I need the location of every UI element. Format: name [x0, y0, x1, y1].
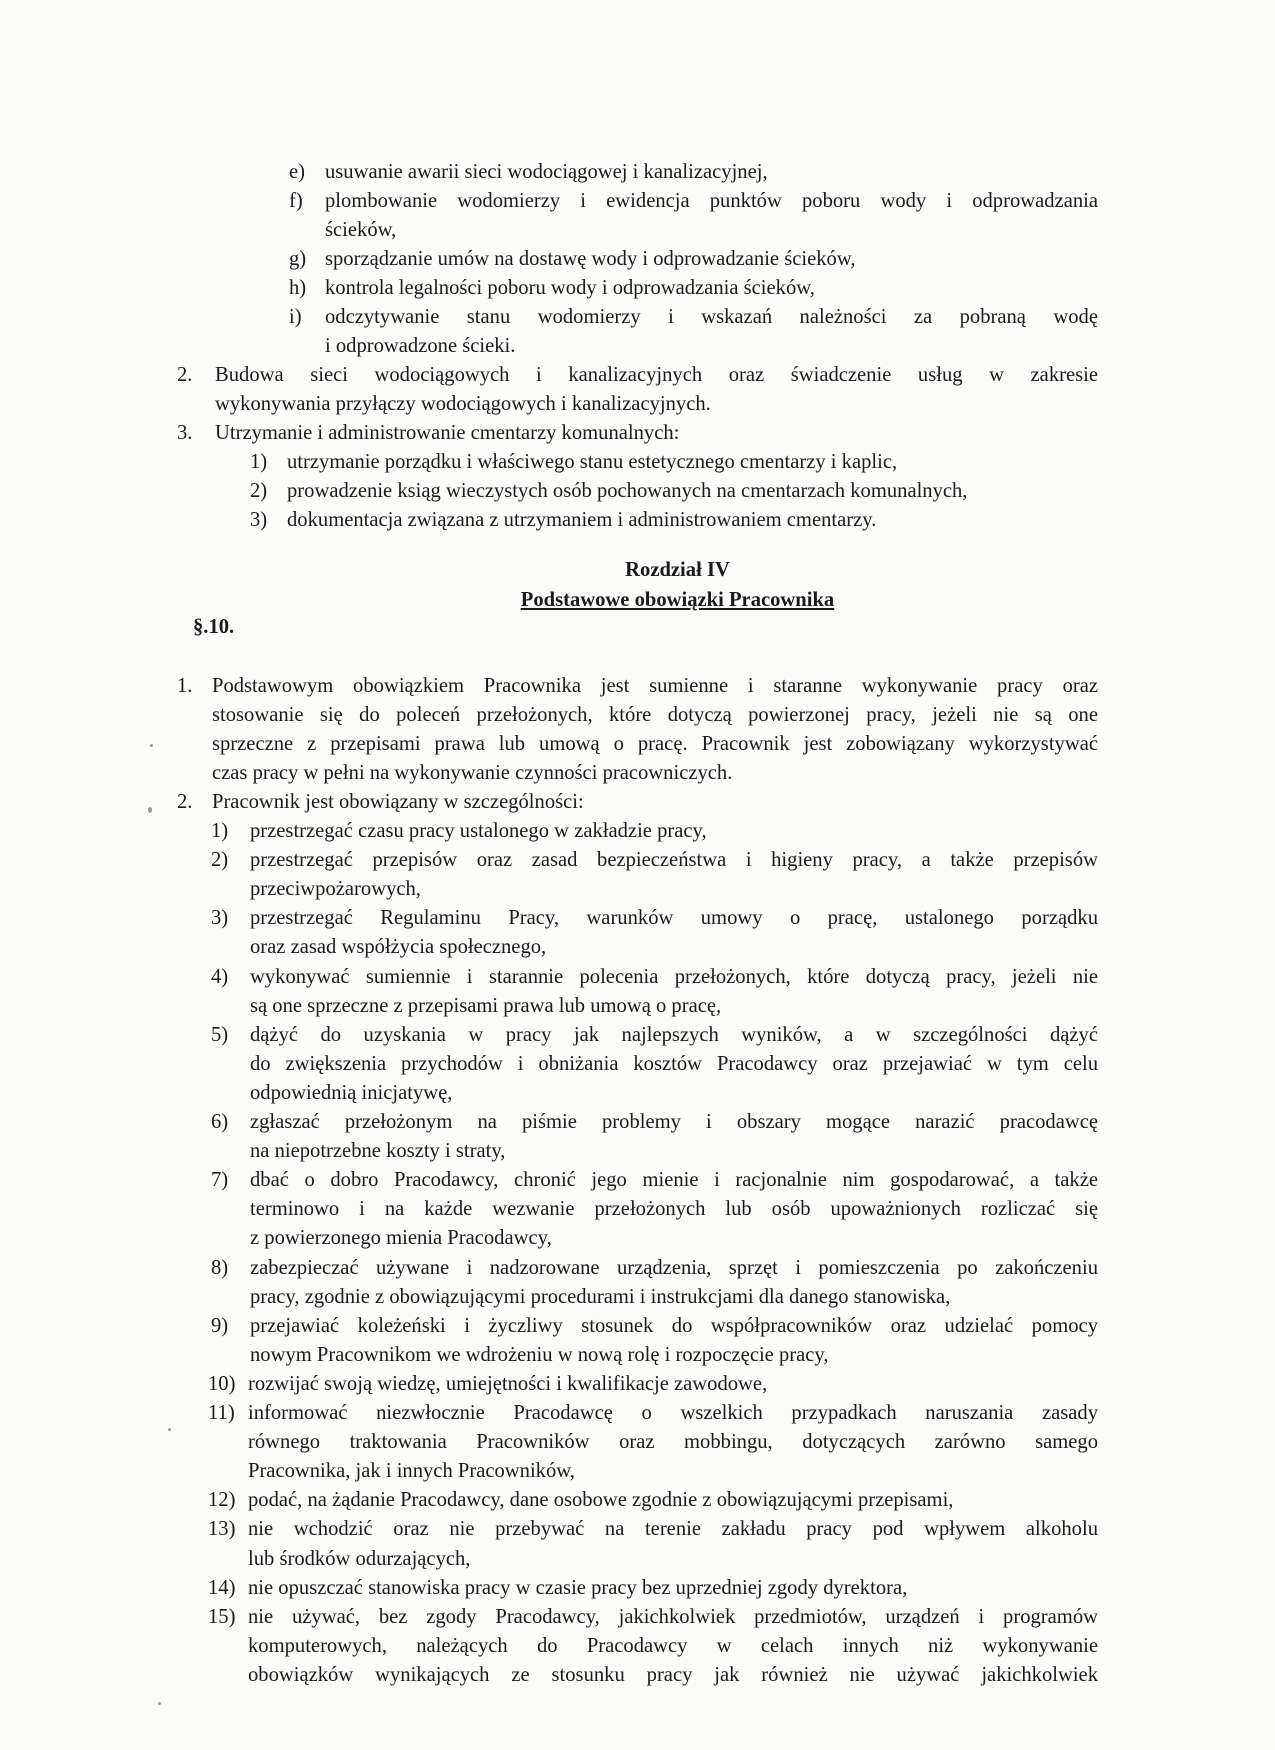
list-item-text: i odprowadzone ścieki.: [325, 335, 516, 357]
duty-text: terminowo i na każde wezwanie przełożonych lub osób upoważnionych rozliczać się: [250, 1198, 1098, 1221]
duty-text: nie używać, bez zgody Pracodawcy, jakichkolwiek przedmiotów, urządzeń i programów: [248, 1605, 1098, 1628]
list-item-text: usuwanie awarii sieci wodociągowej i kanalizacyjnej,: [325, 161, 768, 183]
list-item-text: ścieków,: [325, 219, 397, 241]
chapter-title: Rozdział IV: [625, 559, 730, 581]
scan-speck: [150, 744, 153, 747]
scan-speck: [168, 1428, 171, 1431]
duty-text: nie opuszczać stanowiska pracy w czasie pracy bez uprzedniej zgody dyrektora,: [248, 1576, 908, 1599]
duty-text: pracy, zgodnie z obowiązującymi procedurami i instrukcjami dla danego stanowiska,: [250, 1285, 951, 1308]
duty-text: rozwijać swoją wiedzę, umiejętności i kwalifikacje zawodowe,: [248, 1372, 768, 1395]
duty-number: 14): [208, 1576, 236, 1599]
list-item-text: plombowanie wodomierzy i ewidencja punktów poboru wody i odprowadzania: [325, 190, 1098, 212]
duty-number: 12): [208, 1489, 236, 1512]
point-number: 3.: [177, 422, 193, 444]
duty-text: wykonywać sumiennie i starannie polecenia przełożonych, które dotyczą pracy, jeżeli nie: [250, 965, 1098, 988]
duty-text: przejawiać koleżeński i życzliwy stosunek do współpracowników oraz udzielać pomocy: [250, 1314, 1098, 1337]
duty-number: 9): [211, 1314, 229, 1337]
duty-text: dbać o dobro Pracodawcy, chronić jego mienie i racjonalnie nim gospodarować, a także: [250, 1169, 1098, 1192]
duty-text: nowym Pracownikom we wdrożeniu w nową rolę i rozpoczęcie pracy,: [250, 1343, 829, 1366]
list-marker: 3): [250, 509, 268, 531]
duty-number: 6): [211, 1111, 229, 1133]
point-number: 2.: [177, 791, 193, 813]
duty-text: są one sprzeczne z przepisami prawa lub umową o pracę,: [250, 994, 722, 1017]
list-item-text: sporządzanie umów na dostawę wody i odprowadzanie ścieków,: [325, 248, 856, 270]
duty-number: 10): [208, 1372, 236, 1395]
duty-text: dążyć do uzyskania w pracy jak najlepszych wyników, a w szczególności dążyć: [250, 1023, 1098, 1046]
duty-text: przestrzegać przepisów oraz zasad bezpieczeństwa i higieny pracy, a także przepisów: [250, 849, 1098, 872]
duty-text: oraz zasad współżycia społecznego,: [250, 936, 547, 959]
duty-text: odpowiednią inicjatywę,: [250, 1081, 453, 1104]
list-marker: g): [289, 248, 307, 270]
duty-text: z powierzonego mienia Pracodawcy,: [250, 1227, 552, 1250]
duty-text: Pracownika, jak i innych Pracowników,: [248, 1460, 575, 1483]
list-item-text: kontrola legalności poboru wody i odprowadzania ścieków,: [325, 277, 815, 299]
point-text: czas pracy w pełni na wykonywanie czynności pracowniczych.: [212, 762, 733, 784]
list-marker: e): [289, 161, 305, 183]
duty-number: 3): [211, 907, 229, 930]
duty-text: przestrzegać czasu pracy ustalonego w zakładzie pracy,: [250, 820, 707, 842]
duty-number: 13): [208, 1518, 236, 1541]
list-marker: f): [289, 190, 303, 212]
point-text: Pracownik jest obowiązany w szczególności:: [212, 791, 584, 813]
list-marker: 2): [250, 480, 268, 502]
point-text: stosowanie się do poleceń przełożonych, które dotyczą powierzonej pracy, jeżeli nie są one: [212, 704, 1098, 726]
duty-text: do zwiększenia przychodów i obniżania kosztów Pracodawcy oraz przejawiać w tym celu: [250, 1052, 1098, 1075]
duty-text: zabezpieczać używane i nadzorowane urządzenia, sprzęt i pomieszczenia po zakończeniu: [250, 1256, 1098, 1279]
list-item-text: prowadzenie ksiąg wieczystych osób pochowanych na cmentarzach komunalnych,: [287, 480, 968, 502]
duty-number: 2): [211, 849, 229, 872]
duty-text: przestrzegać Regulaminu Pracy, warunków umowy o pracę, ustalonego porządku: [250, 907, 1098, 930]
list-marker: i): [289, 306, 302, 328]
paragraph-sign: §.10.: [193, 616, 235, 638]
duty-text: informować niezwłocznie Pracodawcę o wszelkich przypadkach naruszania zasady: [248, 1402, 1098, 1424]
duty-number: 5): [211, 1023, 229, 1046]
duty-number: 8): [211, 1256, 229, 1279]
point-text: sprzeczne z przepisami prawa lub umową o pracę. Pracownik jest zobowiązany wykorzystywać: [212, 733, 1098, 755]
list-marker: 1): [250, 451, 268, 473]
point-text: Podstawowym obowiązkiem Pracownika jest sumienne i staranne wykonywanie pracy oraz: [212, 675, 1098, 697]
duty-text: obowiązków wynikających ze stosunku pracy jak również nie używać jakichkolwiek: [248, 1663, 1098, 1686]
duty-text: zgłaszać przełożonym na piśmie problemy i obszary mogące narazić pracodawcę: [250, 1111, 1098, 1133]
duty-text: przeciwpożarowych,: [250, 878, 421, 901]
list-marker: h): [289, 277, 307, 299]
chapter-subtitle: Podstawowe obowiązki Pracownika: [520, 589, 835, 611]
duty-text: równego traktowania Pracowników oraz mobbingu, dotyczących zarówno samego: [248, 1431, 1098, 1454]
list-item-text: utrzymanie porządku i właściwego stanu estetycznego cmentarzy i kaplic,: [287, 451, 898, 473]
duty-text: podać, na żądanie Pracodawcy, dane osobowe zgodnie z obowiązującymi przepisami,: [248, 1489, 954, 1512]
list-item-text: dokumentacja związana z utrzymaniem i administrowaniem cmentarzy.: [287, 509, 877, 531]
duty-number: 15): [208, 1605, 236, 1628]
point-number: 2.: [177, 364, 193, 386]
duty-text: na niepotrzebne koszty i straty,: [250, 1140, 506, 1163]
duty-number: 1): [211, 820, 229, 842]
scan-speck: [158, 1702, 161, 1705]
duty-number: 4): [211, 965, 229, 988]
duty-text: nie wchodzić oraz nie przebywać na terenie zakładu pracy pod wpływem alkoholu: [248, 1518, 1098, 1541]
duty-number: 11): [208, 1402, 235, 1424]
duty-number: 7): [211, 1169, 229, 1192]
point-number: 1.: [177, 675, 193, 697]
duty-text: komputerowych, należących do Pracodawcy w celach innych niż wykonywanie: [248, 1634, 1098, 1657]
point-text: wykonywania przyłączy wodociągowych i kanalizacyjnych.: [215, 393, 711, 415]
duty-text: lub środków odurzających,: [248, 1547, 471, 1570]
point-text: Utrzymanie i administrowanie cmentarzy komunalnych:: [215, 422, 680, 444]
scan-speck: [148, 807, 152, 813]
point-text: Budowa sieci wodociągowych i kanalizacyjnych oraz świadczenie usług w zakresie: [215, 364, 1098, 386]
list-item-text: odczytywanie stanu wodomierzy i wskazań należności za pobraną wodę: [325, 306, 1098, 328]
